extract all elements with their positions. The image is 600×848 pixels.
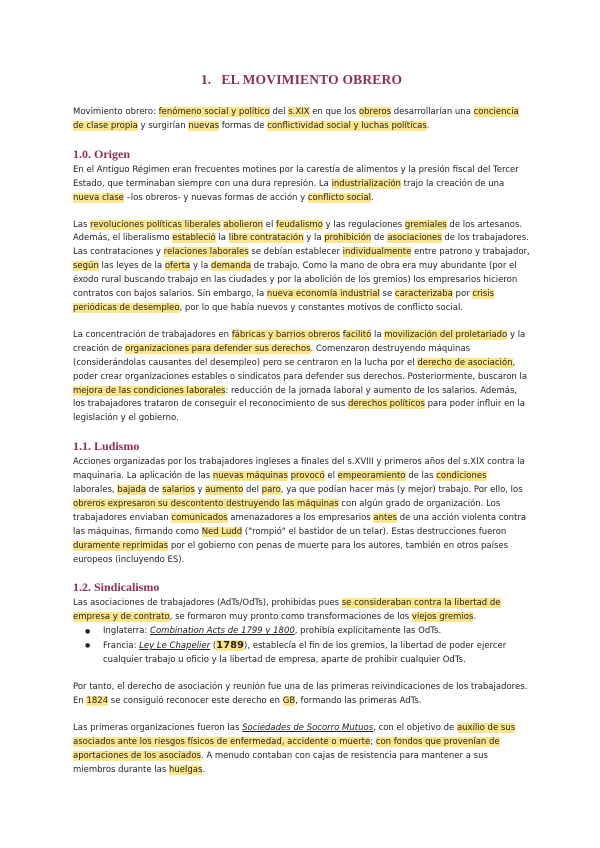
highlighted-text: nueva clase [73, 192, 124, 203]
highlighted-text: obreros expresaron su descontento destruyendo las máquinas [73, 498, 339, 509]
highlighted-text: se consideraban contra la libertad de empresa y de contrato [73, 598, 501, 623]
highlighted-text: derecho de asociación [417, 357, 513, 368]
page-title [73, 72, 530, 88]
highlighted-text: industrialización [331, 178, 401, 189]
section-heading: 1.2. Sindicalismo [73, 580, 160, 595]
section [73, 439, 530, 567]
highlighted-text: gremiales [404, 219, 447, 230]
highlighted-text: 1824 [86, 695, 109, 706]
list-item: ● Francia: Ley Le Chapelier (1789), establecía el fin de los gremios, la libertad de poder ejercer cualquier trabajo u oficio y la libertad de empresa, aparte de prohibir cualquier OdTs. [103, 639, 530, 668]
highlighted-text: paro [261, 485, 281, 496]
highlighted-text: oferta [164, 261, 191, 272]
highlighted-text: GB [282, 695, 296, 706]
highlighted-text: crisis periódicas de desempleo [73, 289, 495, 313]
bullet-list [73, 625, 530, 668]
highlighted-text: mejora de las condiciones laborales [73, 385, 226, 396]
sections [73, 147, 530, 778]
highlighted-text: individualmente [342, 247, 412, 258]
paragraph: En el Antiguo Régimen eran frecuentes motines por la carestía de alimentos y la presión fiscal del Tercer Estado, que terminaban siempre con una dura represión. La industrialización trajo la creación de una nueva clase –los obreros- y nuevas formas de acción y conflicto social. [73, 164, 519, 203]
highlighted-text: 1789 [216, 640, 245, 652]
highlighted-text: conflicto social [307, 192, 371, 203]
paragraph: Por tanto, el derecho de asociación y reunión fue una de las primeras reivindicaciones de los trabajadores. En 1824 se consiguió reconocer este derecho en GB, formando las primeras AdTs. [73, 682, 528, 706]
highlighted-text: comunicados [171, 512, 228, 523]
highlighted-text: libre contratación [228, 233, 304, 244]
highlighted-text: aumento [205, 485, 244, 496]
highlighted-text: abolieron [223, 219, 264, 230]
highlighted-text: revoluciones políticas liberales [90, 219, 221, 230]
highlighted-text: Ned Ludd [201, 526, 243, 537]
highlighted-text: asociaciones [387, 233, 442, 244]
highlighted-text: prohibición [324, 233, 372, 244]
highlighted-text: duramente reprimidas [73, 540, 169, 551]
highlighted-text: condiciones [436, 471, 487, 482]
paragraph: La concentración de trabajadores en fábricas y barrios obreros facilitó la movilización del proletariado y la creación de organizaciones para defender sus derechos. Comenzaron destruyendo máquinas (considerándolas causantes del desempleo) pero se centraron en la lucha por el derecho de asociación, poder crear organizaciones estables o sindicatos para defender sus derechos. Posteriormente, buscaron la mejora de las condiciones laborales: reducción de la jornada laboral y aumento de los salarios. Además, los trabajadores trataron de conseguir el reconocimiento de sus derechos políticos para poder influir en la legislación y el gobierno. [73, 329, 528, 424]
list-item: ● Inglaterra: Combination Acts de 1799 y 1800, prohibía explícitamente las OdTs. [103, 625, 530, 639]
highlighted-text: organizaciones para defender sus derechos [125, 343, 311, 354]
highlighted-text: viejos gremios [411, 612, 474, 623]
highlighted-text: según [73, 261, 99, 272]
highlighted-text: provocó [290, 471, 325, 482]
highlighted-text: nuevas [188, 120, 219, 131]
highlighted-text: conciencia de clase propia [73, 107, 519, 131]
italic-term: Sociedades de Socorro Mutuos [242, 722, 374, 733]
intro-paragraph: Movimiento obrero: fenómeno social y político del s.XIX en que los obreros desarrollarían una conciencia de clase propia y surgirían nuevas formas de conflictividad social y luchas políticas. [73, 107, 519, 131]
paragraph: Acciones organizadas por los trabajadores ingleses a finales del s.XVIII y primeros años del s.XIX contra la maquinaria. La aplicación de las nuevas máquinas provocó el empeoramiento de las condiciones laborales, bajada de salarios y aumento del paro, ya que podían hacer más (y mejor) trabajo. Por ello, los obreros expresaron su descontento destruyendo las máquinas con algún grado de organización. Los trabajadores enviaban comunicados amenazadores a los empresarios antes de una acción violenta contra las máquinas, firmando como Ned Ludd ("rompió" el bastidor de un telar). Estas destrucciones fueron duramente reprimidas por el gobierno con penas de muerte para los autores, también en otros países europeos (incluyendo ES). [73, 457, 527, 565]
highlighted-text: huelgas [169, 764, 203, 775]
highlighted-text: caracterizaba [394, 289, 453, 300]
section-heading: 1.1. Ludismo [73, 439, 140, 454]
section [73, 147, 530, 426]
highlighted-text: antes [373, 512, 398, 523]
highlighted-text: facilitó [342, 329, 372, 340]
highlighted-text: demanda [211, 261, 252, 272]
highlighted-text: salarios [162, 485, 195, 496]
paragraph: Las revoluciones políticas liberales abolieron el feudalismo y las regulaciones gremiales de los artesanos. Además, el liberalismo estableció la libre contratación y la prohibición de asociaciones de los trabajadores. Las contrataciones y relaciones laborales se debían establecer individualmente entre patrono y trabajador, según las leyes de la oferta y la demanda de trabajo. Como la mano de obra era muy abundante (por el éxodo rural buscando trabajo en las ciudades y por la abolición de los gremios) los empresarios hicieron contratos con bajos salarios. Sin embargo, la nueva economía industrial se caracterizaba por crisis periódicas de desempleo, por lo que había nuevos y constantes motivos de conflicto social. [73, 219, 530, 313]
highlighted-text: nueva economía industrial [266, 289, 380, 300]
highlighted-text: fábricas y barrios obreros [231, 329, 341, 340]
highlighted-text: feudalismo [276, 219, 323, 230]
highlighted-text: bajada [117, 485, 147, 496]
highlighted-text: con fondos que provenían de aportaciones de los asociados [73, 736, 500, 761]
highlighted-text: derechos políticos [348, 399, 425, 410]
italic-term: Ley Le Chapelier [139, 641, 211, 652]
highlighted-text: relaciones laborales [163, 247, 249, 258]
highlighted-text: nuevas máquinas [212, 471, 288, 482]
highlighted-text: fenómeno social y político [158, 107, 270, 117]
title-text: EL MOVIMIENTO OBRERO [221, 72, 403, 87]
paragraph: Las asociaciones de trabajadores (AdTs/OdTs), prohibidas pues se consideraban contra la libertad de empresa y de contrato, se formaron muy pronto como transformaciones de los viejos gremios. [73, 598, 501, 623]
section [73, 580, 530, 777]
highlighted-text: obreros [358, 107, 392, 117]
highlighted-text: conflictividad social y luchas políticas [267, 120, 427, 131]
highlighted-text: estableció [172, 233, 216, 244]
highlighted-text: s.XIX [288, 107, 310, 117]
highlighted-text: auxilio de sus asociados ante los riesgos físicos de enfermedad, accidente o muerte [73, 722, 516, 747]
paragraph: Las primeras organizaciones fueron las Sociedades de Socorro Mutuos, con el objetivo de auxilio de sus asociados ante los riesgos físicos de enfermedad, accidente o muerte; con fondos que provenían de aportaciones de los asociados. A menudo contaban con cajas de resistencia para mantener a sus miembros durante las huelgas. [73, 722, 516, 775]
title-number: 1. [200, 72, 212, 87]
section-heading: 1.0. Origen [73, 146, 130, 161]
italic-term: Combination Acts de 1799 y 1800 [150, 626, 295, 637]
highlighted-text: empeoramiento [337, 471, 406, 482]
highlighted-text: movilización del proletariado [384, 329, 508, 340]
